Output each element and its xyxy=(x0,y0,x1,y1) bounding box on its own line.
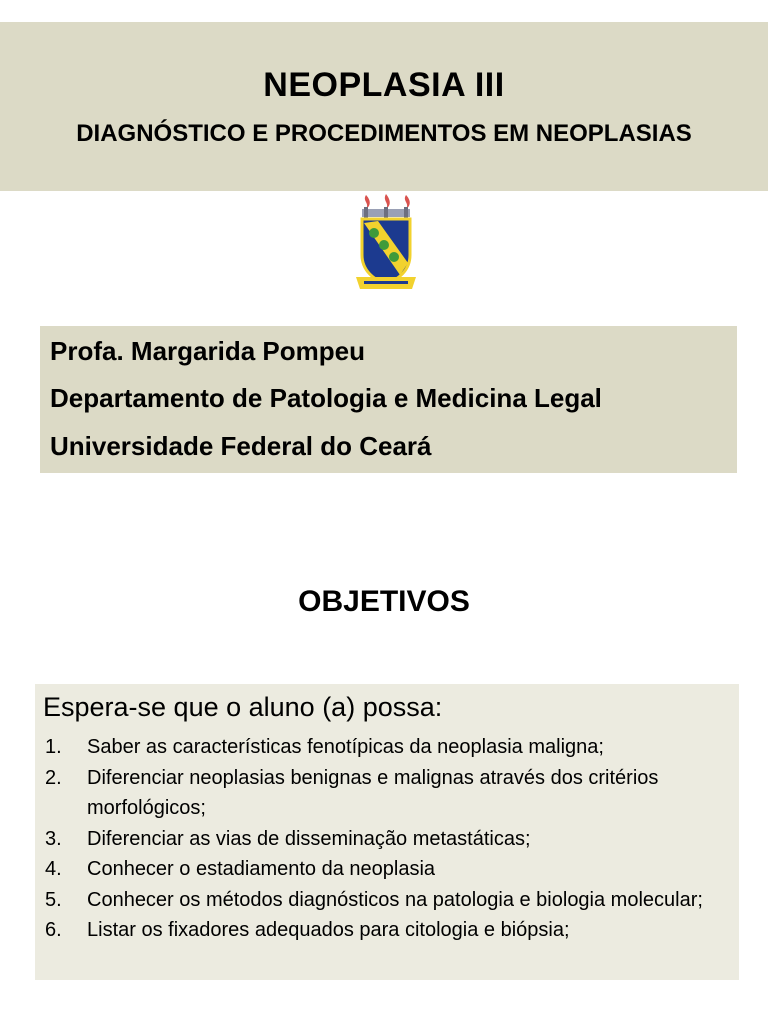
list-item xyxy=(35,885,739,916)
university-crest-icon xyxy=(354,193,418,295)
page-title: NEOPLASIA III xyxy=(263,66,505,104)
objectives-list xyxy=(35,732,739,946)
list-item xyxy=(35,915,739,946)
list-item-number: 4. xyxy=(45,858,62,880)
page-subtitle: DIAGNÓSTICO E PROCEDIMENTOS EM NEOPLASIAS xyxy=(76,120,692,147)
list-item-text: Saber as características fenotípicas da neoplasia maligna; xyxy=(87,736,604,758)
list-item xyxy=(35,854,739,885)
list-item-text: Conhecer o estadiamento da neoplasia xyxy=(87,858,436,880)
list-item-number: 1. xyxy=(45,736,62,758)
list-item-number: 6. xyxy=(45,919,62,941)
objectives-intro: Espera-se que o aluno (a) possa: xyxy=(43,692,443,722)
list-item-number: 3. xyxy=(45,827,62,850)
list-item xyxy=(35,732,739,763)
author-name: Profa. Margarida Pompeu xyxy=(50,336,365,366)
list-item xyxy=(35,824,739,855)
list-item-text: Listar os fixadores adequados para citologia e biópsia; xyxy=(87,919,570,941)
list-item xyxy=(35,763,739,824)
torch-flames xyxy=(365,194,410,209)
list-item-number: 5. xyxy=(45,888,62,911)
objectives-heading: OBJETIVOS xyxy=(298,585,470,618)
author-department: Departamento de Patologia e Medicina Legal xyxy=(50,383,602,413)
title-banner xyxy=(0,22,768,191)
list-item-number: 2. xyxy=(45,766,62,789)
list-item-text: Diferenciar neoplasias benignas e malignas através dos critérios morfológicos; xyxy=(87,766,659,819)
author-info-box xyxy=(40,326,737,473)
list-item-text: Conhecer os métodos diagnósticos na patologia e biologia molecular; xyxy=(87,888,703,911)
list-item-text: Diferenciar as vias de disseminação metastáticas; xyxy=(87,827,531,850)
author-university: Universidade Federal do Ceará xyxy=(50,431,432,461)
objectives-box xyxy=(35,684,739,980)
